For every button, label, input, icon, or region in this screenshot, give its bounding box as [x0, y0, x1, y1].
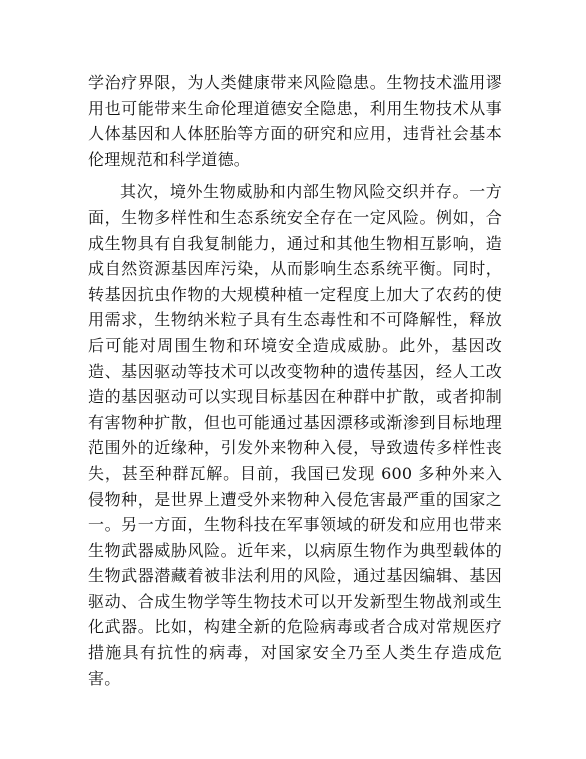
- paragraph-second: 其次，境外生物威胁和内部生物风险交织并存。一方面，生物多样性和生态系统安全存在一定风险。例如，合成生物具有自我复制能力，通过和其他生物相互影响，造成自然资源基因库污染，从而影响生态系统平衡。同时，转基因抗虫作物的大规模种植一定程度上加大了农药的使用需求，生物纳米粒子具有生态毒性和不可降解性，释放后可能对周围生物和环境安全造成威胁。此外，基因改造、基因驱动等技术可以改变物种的遗传基因，经人工改造的基因驱动可以实现目标基因在种群中扩散，或者抑制有害物种扩散，但也可能通过基因漂移或渐渗到目标地理范围外的近缘种，引发外来物种入侵，导致遗传多样性丧失，甚至种群瓦解。目前，我国已发现 600 多种外来入侵物种，是世界上遭受外来物种入侵危害最严重的国家之一。另一方面，生物科技在军事领域的研发和应用也带来生物武器威胁风险。近年来，以病原生物作为典型载体的生物武器潜藏着被非法利用的风险，通过基因编辑、基因驱动、合成生物学等生物技术可以开发新型生物战剂或生化武器。比如，构建全新的危险病毒或者合成对常规医疗措施具有抗性的病毒，对国家安全乃至人类生存造成危害。: [88, 182, 502, 688]
- document-body: [88, 70, 502, 691]
- paragraph-continued: 学治疗界限，为人类健康带来风险隐患。生物技术滥用谬用也可能带来生命伦理道德安全隐患，利用生物技术从事人体基因和人体胚胎等方面的研究和应用，违背社会基本伦理规范和科学道德。: [88, 73, 502, 169]
